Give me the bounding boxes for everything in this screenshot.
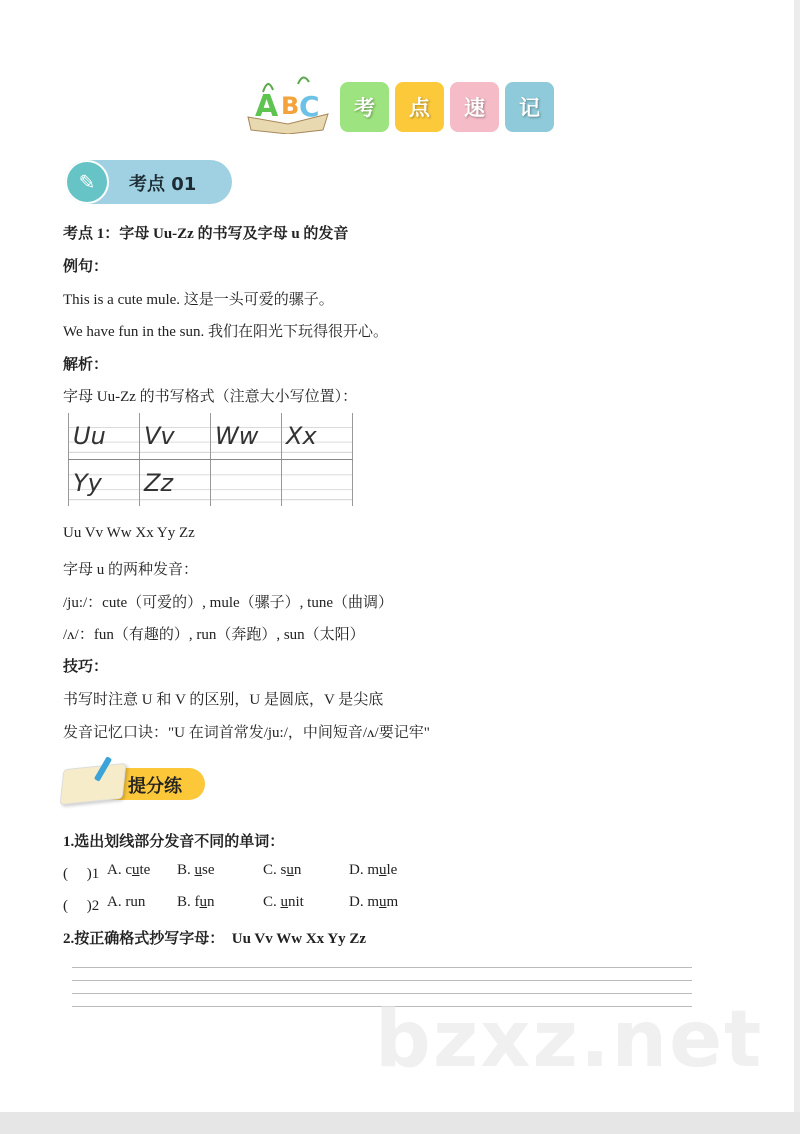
writing-line (72, 967, 692, 968)
question-1-title: 1.选出划线部分发音不同的单词： (63, 834, 285, 850)
svg-text:C: C (299, 90, 320, 123)
answer-option (349, 894, 398, 911)
answer-option (177, 894, 215, 911)
option-text: C. (263, 894, 281, 910)
option-text: n (207, 894, 215, 910)
hw-cell: Xx (282, 413, 353, 460)
hw-cell: Ww (211, 413, 282, 460)
hw-cell (211, 460, 282, 507)
hw-cell: Zz (140, 460, 211, 507)
letters-line: Uu Vv Ww Xx Yy Zz (63, 525, 195, 541)
sounds-intro: 字母 u 的两种发音： (63, 562, 199, 578)
hw-cell: Yy (69, 460, 140, 507)
tips-heading: 技巧： (63, 659, 109, 675)
abc-book-illustration (243, 72, 333, 134)
option-text: te (139, 862, 151, 878)
point-title: 考点 1：字母 Uu-Zz 的书写及字母 u 的发音 (63, 226, 349, 242)
hw-cell: Vv (140, 413, 211, 460)
answer-option (263, 894, 304, 911)
practice-label: 提分练 (128, 776, 182, 797)
answer-option (177, 862, 215, 879)
banner-tile-kao: 考 (340, 82, 389, 132)
page-bottom-band (0, 1112, 800, 1134)
sound-ju: /ju:/：cute（可爱的）, mule（骡子）, tune（曲调） (63, 595, 393, 611)
lamp-icon: ✎ (65, 160, 109, 204)
svg-text:A: A (255, 89, 279, 124)
underlined-letter: u (286, 862, 294, 878)
tip-text: 书写时注意 U 和 V 的区别，U 是圆底，V 是尖底 (63, 692, 384, 708)
notepad-icon (60, 763, 127, 805)
example-sentence: We have fun in the sun. 我们在阳光下玩得很开心。 (63, 324, 389, 340)
underlined-letter: u (132, 862, 140, 878)
writing-line (72, 980, 692, 981)
option-text: D. m (349, 894, 379, 910)
underlined-letter: u (379, 862, 387, 878)
banner-tile-ji: 记 (505, 82, 554, 132)
question-2-title (63, 927, 366, 948)
analysis-heading: 解析： (63, 357, 109, 373)
option-text: nit (288, 894, 304, 910)
answer-option (349, 862, 397, 879)
option-text: m (386, 894, 399, 910)
option-text: se (202, 862, 215, 878)
option-text: B. (177, 862, 195, 878)
option-text: n (293, 862, 302, 878)
underlined-letter: u (199, 894, 207, 910)
sound-short-u: /ʌ/：fun（有趣的）, run（奔跑）, sun（太阳） (63, 627, 365, 643)
hw-cell: Uu (69, 413, 140, 460)
practice-banner (62, 762, 207, 804)
question-2-label: 2.按正确格式抄写字母： (63, 931, 225, 947)
handwriting-table (68, 413, 353, 506)
underlined-letter: u (280, 894, 289, 910)
option-text: A. run (107, 894, 146, 910)
option-text: le (386, 862, 398, 878)
example-heading: 例句： (63, 259, 109, 275)
page-edge (794, 0, 800, 1134)
writing-line (72, 993, 692, 994)
banner-tile-su: 速 (450, 82, 499, 132)
tip-text: 发音记忆口诀："U 在词首常发/ju:/，中间短音/ʌ/要记牢" (63, 725, 430, 741)
section-pill (65, 160, 232, 204)
example-sentence: This is a cute mule. 这是一头可爱的骡子。 (63, 292, 334, 308)
answer-option (107, 862, 150, 879)
hw-cell (282, 460, 353, 507)
svg-text:B: B (281, 92, 300, 120)
underlined-letter: u (194, 862, 203, 878)
option-text: B. f (177, 894, 200, 910)
question-row-prefix[interactable]: ( )2 (63, 898, 100, 914)
option-text: C. s (263, 862, 287, 878)
format-intro: 字母 Uu-Zz 的书写格式（注意大小写位置）： (63, 389, 358, 405)
answer-option (107, 894, 145, 911)
watermark: bzxz.net (375, 995, 764, 1085)
section-pill-label: 考点 01 (129, 174, 197, 195)
banner-tile-dian: 点 (395, 82, 444, 132)
answer-option (263, 862, 301, 879)
question-2-letters: Uu Vv Ww Xx Yy Zz (231, 931, 367, 947)
underlined-letter: u (379, 894, 387, 910)
option-text: D. m (349, 862, 379, 878)
question-row-prefix[interactable]: ( )1 (63, 866, 100, 882)
option-text: A. c (107, 862, 132, 878)
